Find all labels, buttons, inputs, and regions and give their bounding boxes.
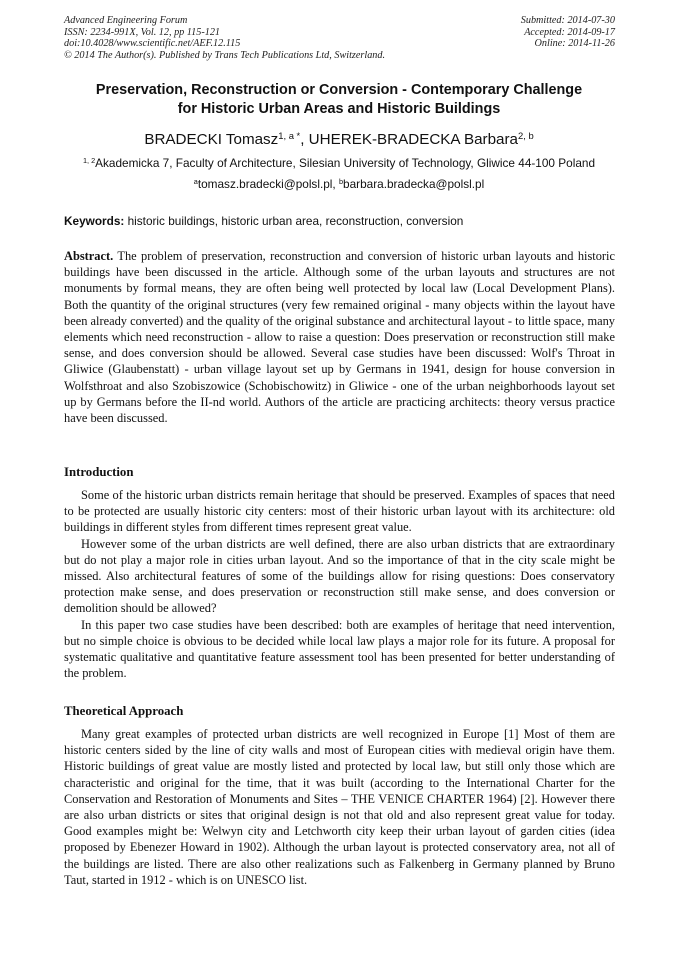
doi: doi:10.4028/www.scientific.net/AEF.12.115 (64, 38, 241, 49)
theoretical-approach-section (64, 704, 615, 888)
introduction-heading: Introduction (64, 465, 134, 479)
introduction-paragraph-3: In this paper two case studies have been described: both are examples of heritage that need intervention, but no simple choice is obvious to be decided while local law plays a major role for its future. A proposal for systematic qualitative and quantitative feature assessment tool has been presented for better understanding of the problem. (64, 617, 615, 681)
theoretical-approach-heading: Theoretical Approach (64, 704, 184, 718)
introduction-paragraph-1: Some of the historic urban districts remain heritage that should be preserved. Examples of spaces that need to be protected are usually historic city centers: most of their historic urban layout with its architecture: old buildings in different styles from different times represent great value. (64, 488, 615, 535)
copyright: © 2014 The Author(s). Published by Trans Tech Publications Ltd, Switzerland. (64, 49, 386, 61)
email-a[interactable]: tomasz.bradecki@polsl.pl (197, 177, 333, 191)
author-separator: , (300, 131, 309, 148)
abstract-text: The problem of preservation, reconstruction and conversion of historic urban layouts and historic buildings have been discussed in the article. Although some of the urban layouts and structures are not monuments by formal means, they are often being well protected by local law (Local Development Plans). Both the quantity of the original structures (very few remained original - many objects within the layout have been already converted) and the quality of the original substance and architectural layout - to little space, many elements which need reconstruction - allow to raise a question: Does preservation or reconstruction still make sense, and does conversion should be allowed. Several case studies have been discussed: Wolf's Throat in Gliwice (Glaubenstatt) - urban village layout set up by Germans in 1941, design for house conversion in Wolfsthroat and also Szobiszowice (Schobischowitz) in Gliwice - one of the urban neighborhoods layout set up by Germans before the II-nd world. Authors of the article are practicing architects: theory versus practice have been discussed. (64, 249, 615, 426)
affiliation-text: Akademicka 7, Faculty of Architecture, Silesian University of Technology, Gliwice 44-100 Poland (95, 156, 596, 170)
authors (40, 131, 638, 149)
affiliation (40, 156, 638, 170)
journal-name: Advanced Engineering Forum (64, 15, 188, 26)
author-1-sup: 1, a * (278, 129, 301, 141)
submitted-date: Submitted: 2014-07-30 (520, 15, 615, 26)
title-line-2: for Historic Urban Areas and Historic Buildings (177, 101, 501, 117)
accepted-date: Accepted: 2014-09-17 (524, 26, 615, 38)
affiliation-sup: 1, 2 (82, 155, 96, 165)
email-b[interactable]: barbara.bradecka@polsl.pl (343, 177, 485, 191)
author-2: UHEREK-BRADECKA Barbara (308, 131, 518, 148)
author-2-sup: 2, b (517, 129, 534, 141)
journal-info (64, 15, 385, 61)
online-date: Online: 2014-11-26 (534, 38, 615, 49)
email-separator: , (332, 177, 339, 191)
keywords-label: Keywords: (64, 214, 125, 228)
emails (40, 177, 638, 191)
dates-info (521, 15, 615, 50)
introduction-section (64, 465, 615, 681)
keywords-text: historic buildings, historic urban area, reconstruction, conversion (124, 214, 464, 228)
theoretical-approach-paragraph-1: Many great examples of protected urban districts are well recognized in Europe [1] Most of them are historic centers sided by the line of city walls and most of European cities with medieval origin have them. Historic buildings of great value are mostly listed and protected by local law, but still only those which are characteristic and original for the time, that it was built (according to the International Charter for the Conservation and Restoration of Monuments and Sites – THE VENICE CHARTER 1964) [2]. However there are also urban districts or sites that original design is not that old and also represent great value for today. Good examples might be: Welwyn city and Letchworth city keep their urban layout of garden cities (idea proposed by Ebenezer Howard in 1902). Although the urban layout is protected conservatory area, not all of the buildings are listed. There are also other realizations such as Falkenberg in Germany planned by Bruno Taut, started in 1912 - which is on UNESCO list. (64, 727, 615, 887)
paper-title (40, 81, 638, 119)
author-1: BRADECKI Tomasz (144, 131, 279, 148)
email-b-sup: b (338, 176, 344, 186)
email-a-sup: a (193, 176, 198, 186)
abstract (64, 248, 615, 426)
keywords (64, 214, 616, 228)
issn-volume: ISSN: 2234-991X, Vol. 12, pp 115-121 (64, 26, 221, 38)
abstract-label: Abstract. (64, 249, 114, 263)
introduction-paragraph-2: However some of the urban districts are well defined, there are also urban districts that are extraordinary but do not play a major role in cities urban layout. And so the importance of that in the city scale might be missed. Also architectural features of some of the buildings allow for rising questions: Does conservatory protection make sense, and does preservation or reconstruction still make sense, and does conversion or demolition should be allowed? (64, 536, 615, 616)
title-line-1: Preservation, Reconstruction or Conversion - Contemporary Challenge (95, 82, 583, 98)
